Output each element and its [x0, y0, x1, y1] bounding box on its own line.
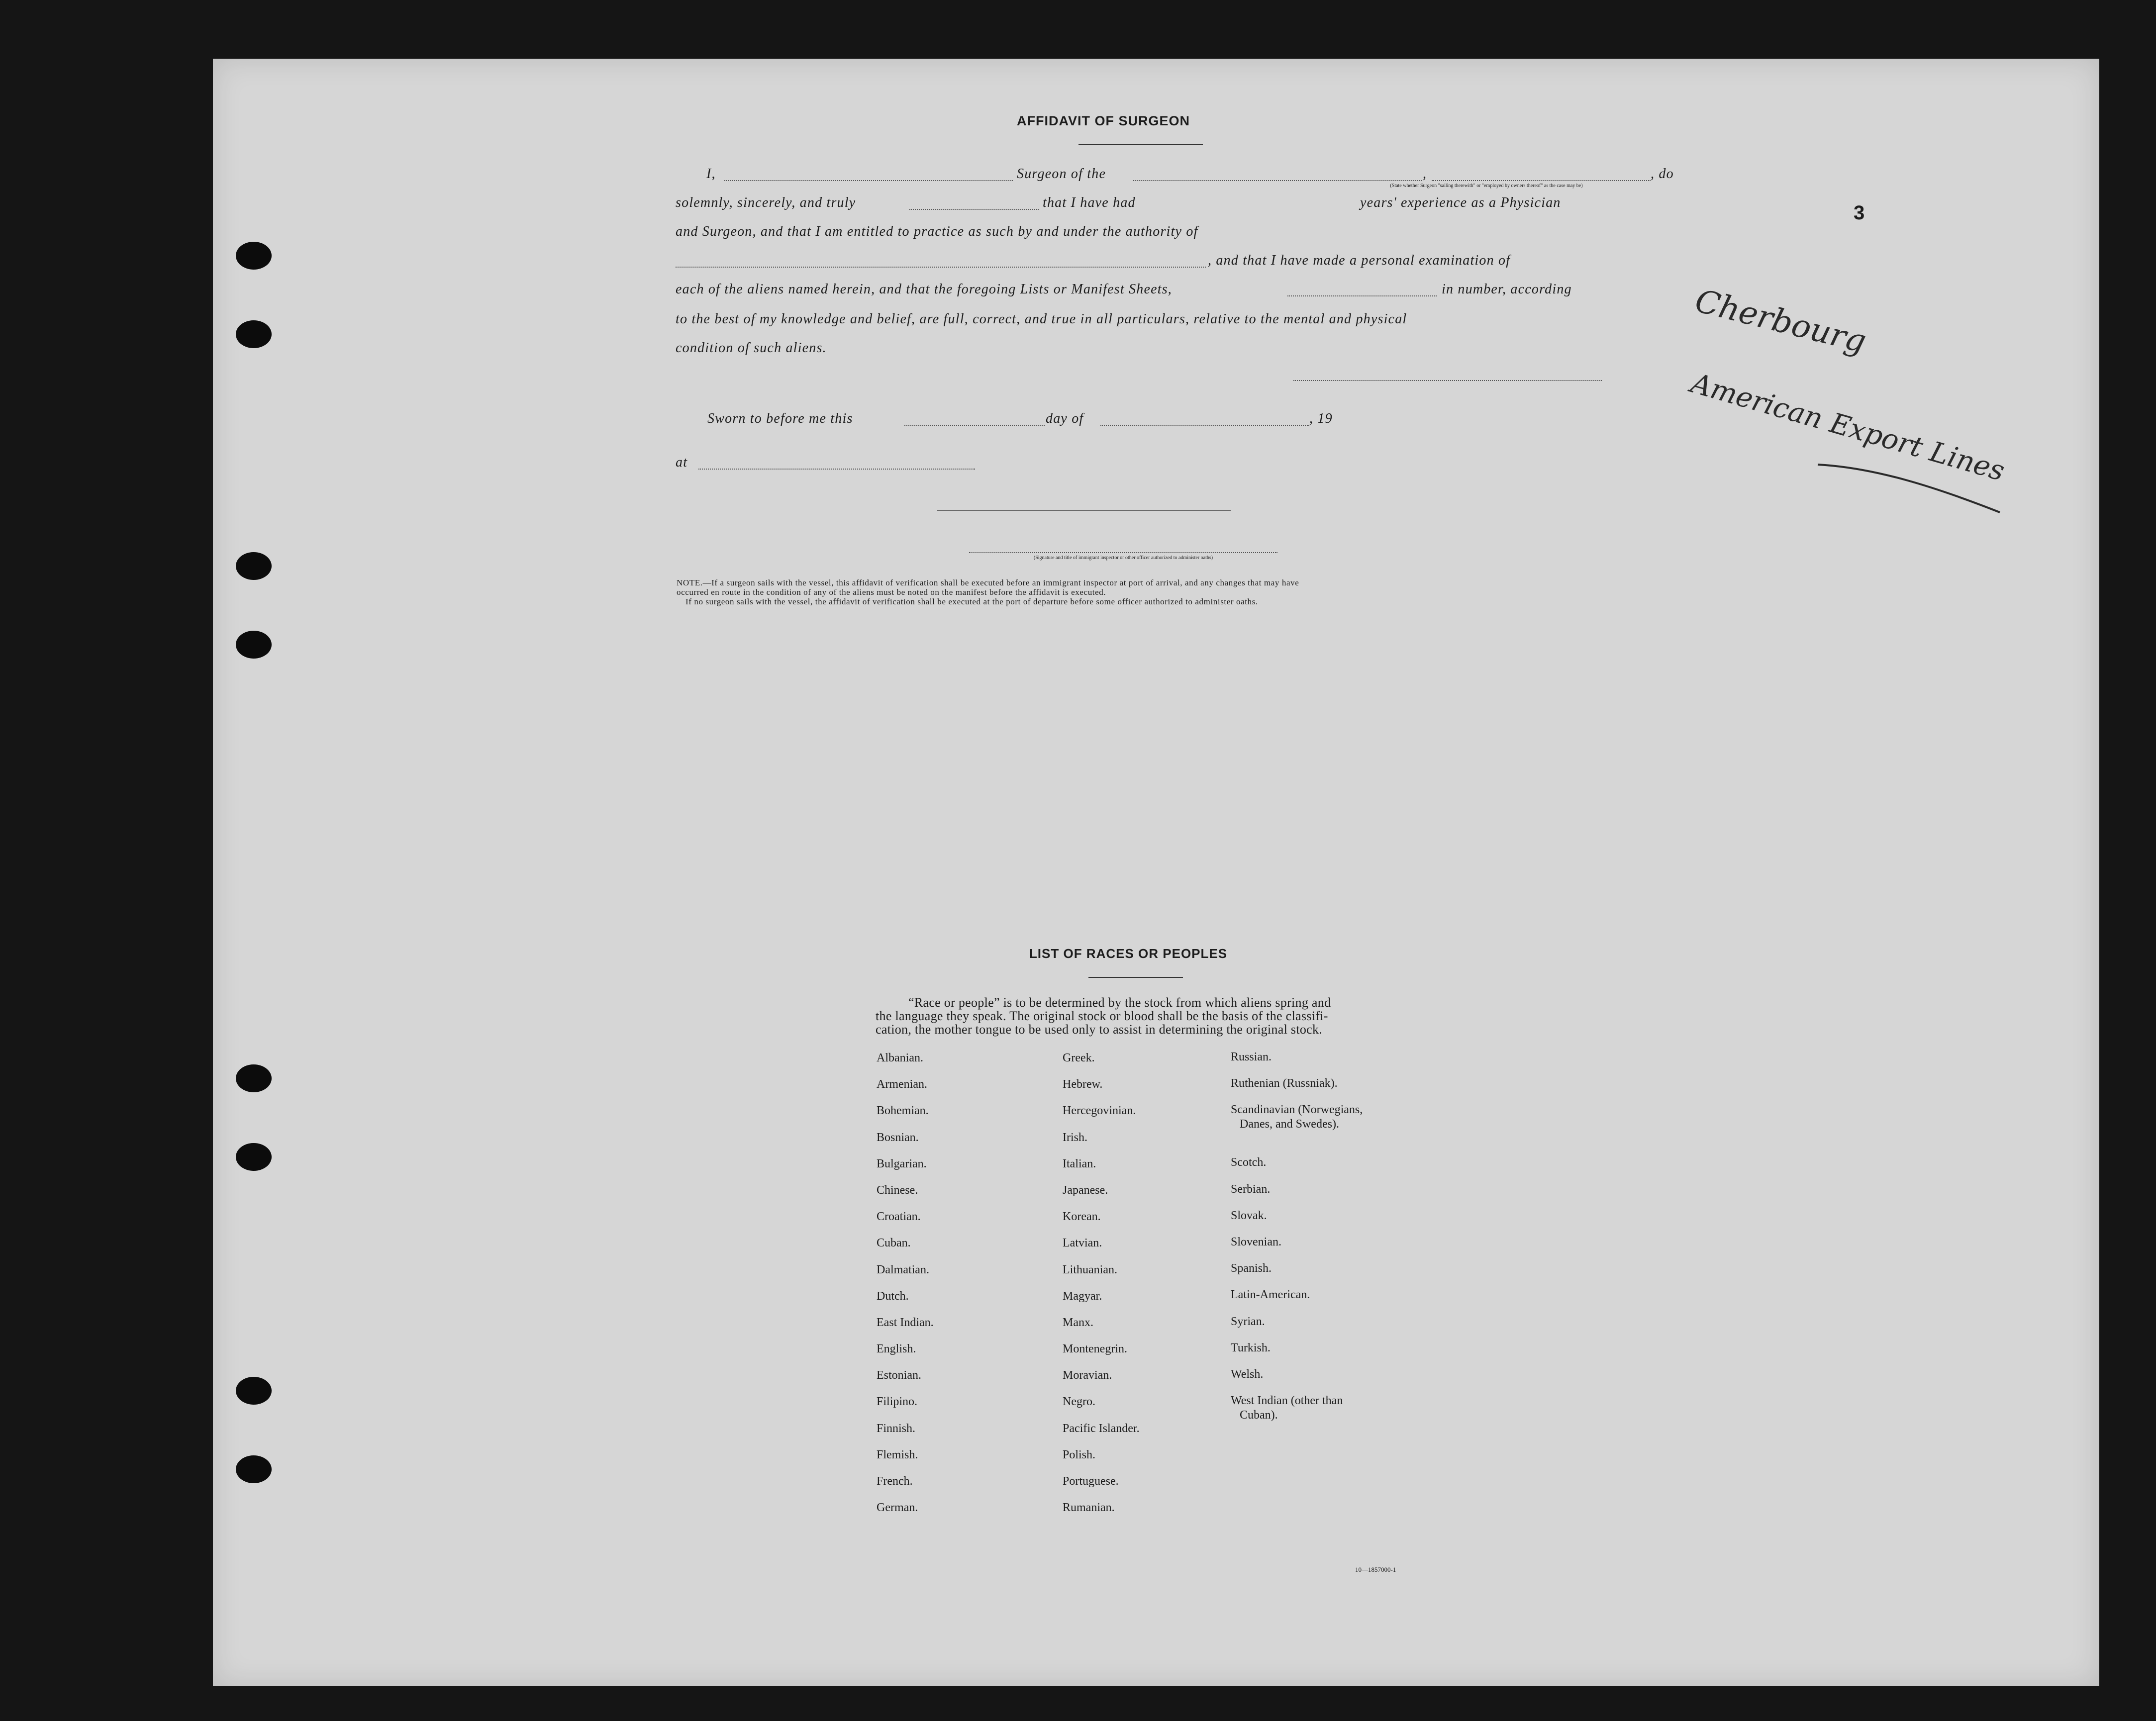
race-item: Greek. [1063, 1052, 1095, 1064]
document-sheet [213, 59, 2099, 1686]
sheets-count-blank[interactable] [1287, 295, 1437, 296]
inspector-title-line[interactable] [969, 552, 1277, 553]
affidavit-text: Surgeon of the [1017, 166, 1106, 182]
races-intro-line: the language they speak. The original stock or blood shall be the basis of the classifi- [876, 1009, 1328, 1023]
signature-caption: (Signature and title of immigrant inspector or other officer authorized to administer oaths) [1033, 555, 1213, 561]
race-item: Filipino. [877, 1395, 918, 1409]
races-title: LIST OF RACES OR PEOPLES [1029, 946, 1228, 961]
handwritten-underline [1815, 457, 2004, 516]
race-item: Chinese. [877, 1183, 918, 1197]
affidavit-text: each of the aliens named herein, and that the foregoing Lists or Manifest Sheets, [676, 282, 1173, 297]
race-item: West Indian (other than [1231, 1394, 1343, 1408]
race-item: Serbian. [1231, 1182, 1271, 1196]
race-item: Manx. [1063, 1316, 1093, 1329]
authority-blank[interactable] [676, 267, 1206, 268]
race-item: Albanian. [877, 1052, 923, 1064]
punch-hole [236, 242, 272, 270]
race-item: Magyar. [1063, 1289, 1102, 1303]
handwritten-note: American Export Lines [1687, 367, 2008, 488]
affidavit-text: and Surgeon, and that I am entitled to practice as such by and under the authority of [676, 224, 1198, 239]
race-item: Irish. [1063, 1131, 1087, 1144]
years-blank[interactable] [909, 209, 1039, 210]
affidavit-text: I, [706, 166, 716, 182]
race-item: Ruthenian (Russniak). [1231, 1077, 1338, 1090]
title-underline [1078, 144, 1203, 145]
affidavit-text: that I have had [1043, 195, 1136, 210]
race-item: Cuban. [877, 1237, 911, 1250]
races-column-1 [877, 1052, 934, 1528]
race-item: Turkish. [1231, 1341, 1271, 1354]
race-item: Danes, and Swedes). [1231, 1118, 1339, 1131]
punch-hole [236, 320, 272, 348]
race-item: Rumanian. [1063, 1501, 1115, 1515]
race-item: Hercegovinian. [1063, 1104, 1136, 1118]
surgeon-signature-line[interactable] [1293, 380, 1602, 381]
race-item: Japanese. [1063, 1183, 1108, 1197]
race-item: Bosnian. [877, 1131, 919, 1144]
race-item: French. [877, 1475, 913, 1488]
race-item: Pacific Islander. [1063, 1422, 1140, 1435]
sworn-month-blank[interactable] [1100, 425, 1309, 426]
race-item: Polish. [1063, 1448, 1096, 1461]
note-line: occurred en route in the condition of any of the aliens must be noted on the manifest before the affidavit is executed. [677, 587, 1106, 597]
punch-hole [236, 1064, 272, 1092]
form-number: 10—1857000-1 [1355, 1566, 1396, 1573]
affidavit-text: in number, according [1442, 282, 1572, 297]
race-item: Syrian. [1231, 1315, 1265, 1328]
race-item: Spanish. [1231, 1262, 1272, 1275]
affidavit-text: day of [1046, 411, 1084, 426]
punch-hole [236, 1455, 272, 1483]
races-intro-line: “Race or people” is to be determined by the stock from which aliens spring and [908, 995, 1331, 1010]
race-item: Cuban). [1231, 1409, 1278, 1422]
race-item: German. [877, 1501, 918, 1515]
race-item: Dalmatian. [877, 1263, 929, 1276]
surgeon-status-blank[interactable] [1432, 180, 1651, 181]
race-item: Estonian. [877, 1369, 921, 1382]
surgeon-name-blank[interactable] [724, 180, 1013, 181]
race-item: Flemish. [877, 1448, 918, 1461]
race-item: Bohemian. [877, 1104, 929, 1118]
affidavit-text: , [1423, 166, 1427, 182]
affidavit-text: years' experience as a Physician [1360, 195, 1561, 210]
affidavit-title: AFFIDAVIT OF SURGEON [1017, 113, 1190, 128]
affidavit-text: , do [1651, 166, 1674, 182]
race-item: Moravian. [1063, 1369, 1112, 1382]
races-intro-line: cation, the mother tongue to be used only to assist in determining the original stock. [876, 1022, 1323, 1037]
race-item: Slovenian. [1231, 1235, 1281, 1248]
punch-hole [236, 1377, 272, 1405]
race-item: Croatian. [877, 1210, 921, 1224]
race-item: Hebrew. [1063, 1078, 1103, 1091]
race-item: Korean. [1063, 1210, 1101, 1224]
affidavit-text: solemnly, sincerely, and truly [676, 195, 856, 210]
race-item: Bulgarian. [877, 1157, 927, 1170]
race-item: Negro. [1063, 1395, 1095, 1409]
punch-hole [236, 1143, 272, 1171]
sworn-day-blank[interactable] [904, 425, 1045, 426]
punch-hole [236, 552, 272, 580]
surgeon-status-hint: (State whether Surgeon "sailing therewith" or "employed by owners thereof" as the case may be) [1390, 183, 1583, 189]
race-item: English. [877, 1342, 916, 1356]
race-item: East Indian. [877, 1316, 934, 1329]
race-item: Latin-American. [1231, 1288, 1310, 1302]
race-item: Scandinavian (Norwegians, [1231, 1103, 1363, 1117]
races-title-underline [1088, 977, 1183, 978]
place-blank[interactable] [698, 469, 975, 470]
handwritten-note: Cherbourg [1691, 283, 1870, 361]
race-item: Slovak. [1231, 1209, 1267, 1222]
affidavit-text: to the best of my knowledge and belief, are full, correct, and true in all particulars, relative to the mental and physical [676, 311, 1407, 327]
race-item: Welsh. [1231, 1367, 1264, 1381]
inspector-signature-line[interactable] [937, 510, 1231, 511]
affidavit-text: at [676, 455, 688, 470]
note-line: NOTE.—If a surgeon sails with the vessel, this affidavit of verification shall be executed before an immigrant inspector at port of arrival, and any changes that may have [677, 578, 1299, 587]
page-number: 3 [1854, 202, 1865, 224]
affidavit-text: , 19 [1309, 411, 1333, 426]
races-column-3 [1231, 1051, 1363, 1435]
race-item: Montenegrin. [1063, 1342, 1127, 1356]
race-item: Dutch. [877, 1289, 909, 1303]
race-item: Lithuanian. [1063, 1263, 1117, 1276]
race-item: Italian. [1063, 1157, 1096, 1170]
affidavit-text: Sworn to before me this [707, 411, 853, 426]
punch-hole [236, 631, 272, 659]
races-column-2 [1063, 1052, 1140, 1528]
affidavit-text: condition of such aliens. [676, 340, 827, 356]
affidavit-text: , and that I have made a personal examination of [1208, 253, 1511, 268]
race-item: Latvian. [1063, 1237, 1102, 1250]
race-item: Russian. [1231, 1051, 1272, 1063]
race-item: Scotch. [1231, 1156, 1267, 1169]
vessel-name-blank[interactable] [1133, 180, 1422, 181]
race-item: Portuguese. [1063, 1475, 1119, 1488]
race-item: Finnish. [877, 1422, 916, 1435]
race-item: Armenian. [877, 1078, 927, 1091]
note-line: If no surgeon sails with the vessel, the affidavit of verification shall be executed at the port of departure before some officer authorized to administer oaths. [686, 597, 1258, 606]
